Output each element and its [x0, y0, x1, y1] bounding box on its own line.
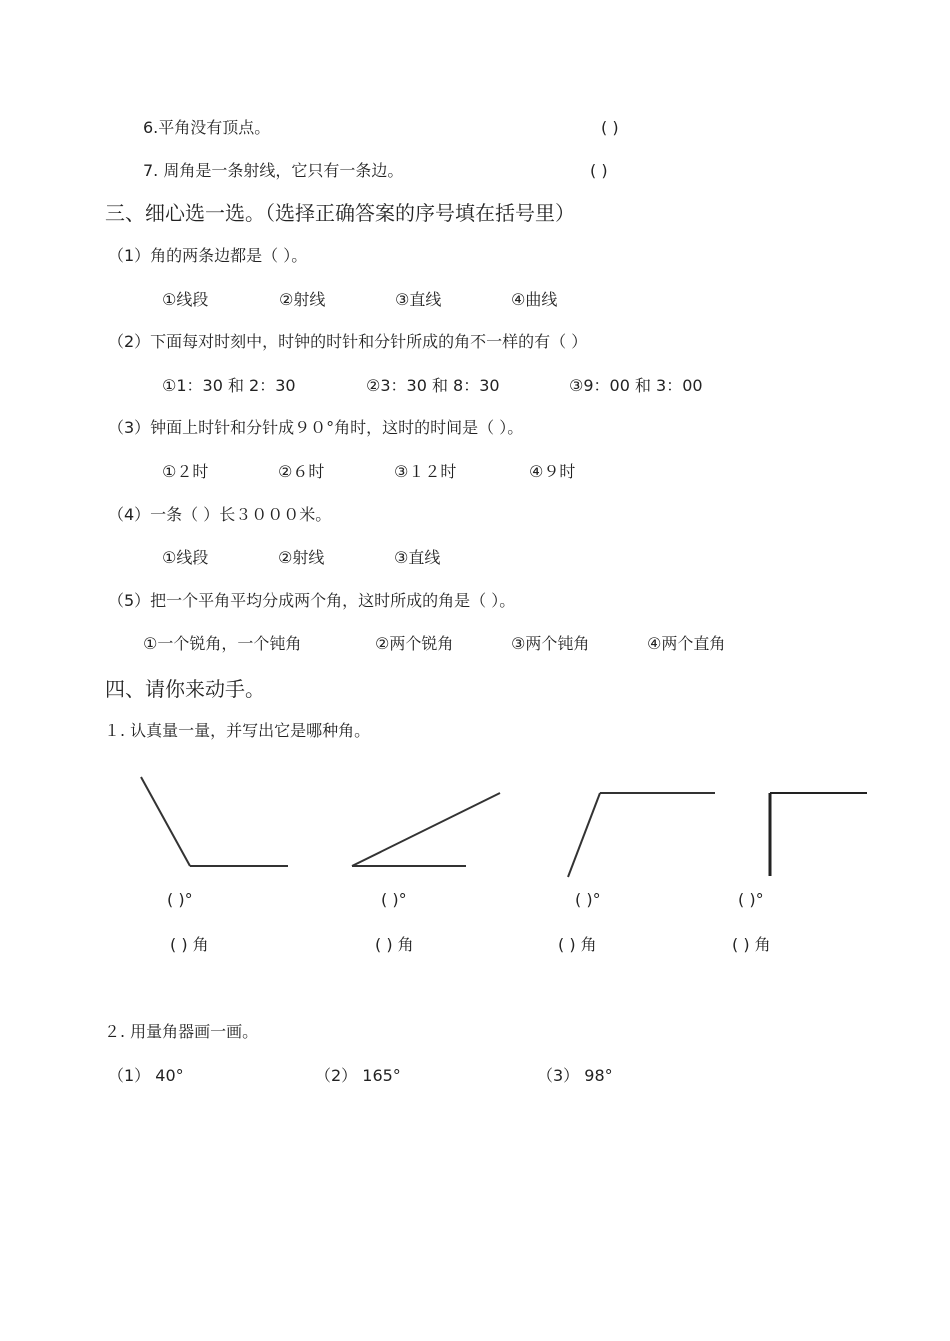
task2-label: ２. 用量角器画一画。 — [104, 1022, 259, 1041]
q5-option-4[interactable]: ④两个直角 — [647, 634, 726, 653]
degree-blank-3[interactable]: ( )° — [575, 890, 601, 909]
angle-type-blank-1[interactable]: ( ) 角 — [170, 935, 209, 954]
q1-option-4[interactable]: ④曲线 — [511, 290, 558, 309]
draw-item-3: （3） 98° — [537, 1066, 613, 1085]
judge-item-6: 6.平角没有顶点。 — [143, 118, 271, 137]
q2-stem: （2）下面每对时刻中，时钟的时针和分针所成的角不一样的有（ ） — [108, 332, 588, 351]
q4-option-1[interactable]: ①线段 — [162, 548, 209, 567]
q5-stem: （5）把一个平角平均分成两个角，这时所成的角是（ ）。 — [108, 591, 516, 610]
q4-option-2[interactable]: ②射线 — [278, 548, 325, 567]
angle-type-blank-2[interactable]: ( ) 角 — [375, 935, 414, 954]
q3-option-4[interactable]: ④９时 — [529, 462, 576, 481]
degree-blank-4[interactable]: ( )° — [738, 890, 764, 909]
angle-type-blank-4[interactable]: ( ) 角 — [732, 935, 771, 954]
q5-option-3[interactable]: ③两个钝角 — [511, 634, 590, 653]
draw-item-1: （1） 40° — [108, 1066, 184, 1085]
q1-option-3[interactable]: ③直线 — [395, 290, 442, 309]
q1-stem: （1）角的两条边都是（ ）。 — [108, 246, 308, 265]
degree-blank-2[interactable]: ( )° — [381, 890, 407, 909]
q5-option-2[interactable]: ②两个锐角 — [375, 634, 454, 653]
q3-option-2[interactable]: ②６时 — [278, 462, 325, 481]
section3-title: 三、细心选一选。（选择正确答案的序号填在括号里） — [105, 201, 575, 225]
judge-item-7: 7. 周角是一条射线，它只有一条边。 — [143, 161, 404, 180]
angle-figure-3 — [568, 793, 715, 877]
degree-blank-1[interactable]: ( )° — [167, 890, 193, 909]
q2-option-2[interactable]: ②3：30 和 8：30 — [366, 376, 500, 395]
angle-type-blank-3[interactable]: ( ) 角 — [558, 935, 597, 954]
q3-option-3[interactable]: ③１２时 — [394, 462, 457, 481]
q3-option-1[interactable]: ①２时 — [162, 462, 209, 481]
q3-stem: （3）钟面上时针和分针成９０°角时，这时的时间是（ ）。 — [108, 418, 524, 437]
angle-figure-4 — [770, 793, 867, 876]
q1-option-1[interactable]: ①线段 — [162, 290, 209, 309]
judge-blank-7[interactable]: ( ) — [590, 161, 608, 180]
q5-option-1[interactable]: ①一个锐角，一个钝角 — [143, 634, 302, 653]
task1-label: １. 认真量一量，并写出它是哪种角。 — [104, 721, 371, 740]
draw-item-2: （2） 165° — [315, 1066, 401, 1085]
judge-blank-6[interactable]: ( ) — [601, 118, 619, 137]
angle-figure-2 — [352, 793, 500, 866]
q2-option-3[interactable]: ③9：00 和 3：00 — [569, 376, 703, 395]
q4-stem: （4）一条（ ）长３０００米。 — [108, 505, 332, 524]
angle-figure-1 — [141, 777, 288, 866]
section4-title: 四、请你来动手。 — [105, 677, 265, 701]
q1-option-2[interactable]: ②射线 — [279, 290, 326, 309]
q2-option-1[interactable]: ①1：30 和 2：30 — [162, 376, 296, 395]
q4-option-3[interactable]: ③直线 — [394, 548, 441, 567]
